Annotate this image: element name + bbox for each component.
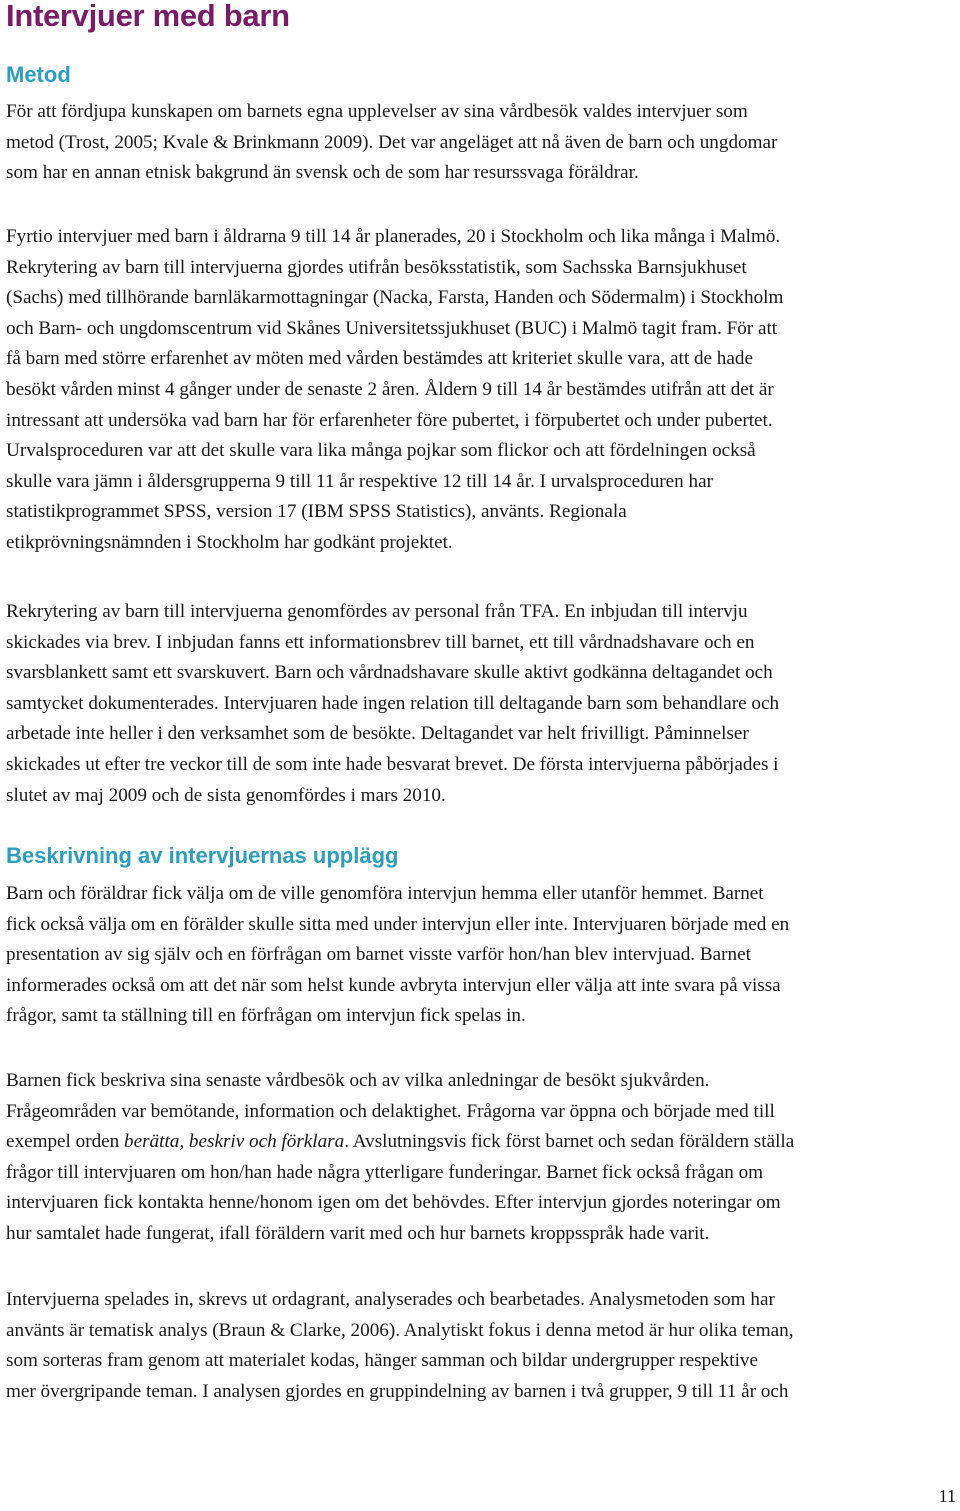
text-fragment: . Avslutningsvis fick först barnet och sedan föräldern ställa (344, 1131, 795, 1153)
text-line: mer övergripande teman. I analysen gjordes en gruppindelning av barnen i två grupper, 9 till 11 år och (6, 1380, 789, 1402)
text-line: Rekrytering av barn till intervjuerna genomfördes av personal från TFA. En inbjudan till intervju (6, 601, 748, 622)
text-line: intervjuaren fick kontakta henne/honom igen om det behövdes. Efter intervjun gjordes noteringar om (6, 1192, 781, 1214)
text-line: frågor till intervjuaren om hon/han hade några ytterligare funderingar. Barnet fick också frågan om (6, 1161, 764, 1183)
paragraph-beskrivning-questions (6, 1066, 954, 1250)
text-line: intressant att undersöka vad barn har för erfarenheter före pubertet, i förpubertet och under pubertet. (6, 409, 773, 431)
text-line: skickades via brev. I inbjudan fanns ett informationsbrev till barnet, ett till vårdnadshavare och en (6, 631, 755, 653)
text-line: informerades också om att det när som helst kunde avbryta intervjun eller välja att inte svara på vissa (6, 974, 781, 996)
text-line: samtycket dokumenterades. Intervjuaren hade ingen relation till deltagande barn som behandlare och (6, 692, 780, 714)
text-fragment: exempel orden (6, 1131, 125, 1153)
paragraph-metod-invitation (6, 597, 954, 811)
text-line: slutet av maj 2009 och de sista genomfördes i mars 2010. (6, 784, 446, 806)
paragraph-beskrivning-analysis (6, 1285, 954, 1407)
text-line: som har en annan etnisk bakgrund än svensk och de som har resurssvaga föräldrar. (6, 162, 639, 184)
text-line: besökt vården minst 4 gånger under de senaste 2 åren. Åldern 9 till 14 år bestämdes utifrån att det är (6, 378, 774, 400)
text-line: Fyrtio intervjuer med barn i åldrarna 9 till 14 år planerades, 20 i Stockholm och lika många i Malmö. (6, 226, 781, 247)
text-line (6, 1127, 952, 1158)
page-number: 11 (938, 1486, 956, 1506)
text-line: skickades ut efter tre veckor till de som inte hade besvarat brevet. De första intervjuerna påbörjades i (6, 753, 779, 775)
text-line: Rekrytering av barn till intervjuerna gjordes utifrån besöksstatistik, som Sachsska Barnsjukhuset (6, 256, 747, 278)
text-line: hur samtalet hade fungerat, ifall föräldern varit med och hur barnets kroppsspråk hade varit. (6, 1222, 710, 1244)
text-line: använts är tematisk analys (Braun & Clarke, 2006). Analytiskt fokus i denna metod är hur olika teman, (6, 1319, 794, 1341)
section-heading-beskrivning: Beskrivning av intervjuernas upplägg (6, 843, 399, 868)
text-line: Barn och föräldrar fick välja om de ville genomföra intervjun hemma eller utanför hemmet. Barnet (6, 883, 764, 904)
text-line: statistikprogrammet SPSS, version 17 (IBM SPSS Statistics), använts. Regionala (6, 501, 627, 523)
text-line: skulle vara jämn i åldersgrupperna 9 till 11 år respektive 12 till 14 år. I urvalsproceduren har (6, 470, 713, 492)
emphasis-words: berätta, beskriv och förklara (124, 1131, 345, 1153)
text-line: metod (Trost, 2005; Kvale & Brinkmann 2009). Det var angeläget att nå även de barn och ungdomar (6, 131, 778, 153)
text-line: Urvalsproceduren var att det skulle vara lika många pojkar som flickor och att fördelningen också (6, 440, 756, 462)
text-line: och Barn- och ungdomscentrum vid Skånes Universitetssjukhuset (BUC) i Malmö tagit fram. För att (6, 317, 778, 339)
text-line: För att fördjupa kunskapen om barnets egna upplevelser av sina vårdbesök valdes intervjuer som (6, 101, 748, 122)
text-line: som sorteras fram genom att materialet kodas, hänger samman och bildar undergrupper respektive (6, 1350, 758, 1372)
text-line: svarsblankett samt ett svarskuvert. Barn och vårdnadshavare skulle aktivt godkänna deltagandet och (6, 662, 773, 684)
text-line: Intervjuerna spelades in, skrevs ut ordagrant, analyserades och bearbetades. Analysmetoden som har (6, 1289, 775, 1310)
text-line: Barnen fick beskriva sina senaste vårdbesök och av vilka anledningar de besökt sjukvården. (6, 1070, 710, 1091)
paragraph-beskrivning-setting (6, 879, 954, 1032)
text-line: arbetade inte heller i den verksamhet som de besökte. Deltagandet var helt frivilligt. Påminnelser (6, 723, 749, 745)
text-line: få barn med större erfarenhet av möten med vården bestämdes att kriteriet skulle vara, att de hade (6, 348, 753, 370)
paragraph-metod-recruitment (6, 222, 954, 559)
text-line: presentation av sig själv och en förfrågan om barnet visste varför hon/han blev intervjuad. Barnet (6, 944, 751, 966)
text-line: frågor, samt ta ställning till en förfrågan om intervjun fick spelas in. (6, 1005, 526, 1027)
text-line: etikprövningsnämnden i Stockholm har godkänt projektet. (6, 531, 453, 553)
text-line: Frågeområden var bemötande, information och delaktighet. Frågorna var öppna och började med till (6, 1100, 775, 1122)
section-heading-metod: Metod (6, 62, 71, 87)
paragraph-metod-intro (6, 97, 954, 189)
page-title: Intervjuer med barn (6, 0, 290, 33)
text-line: (Sachs) med tillhörande barnläkarmottagningar (Nacka, Farsta, Handen och Södermalm) i Stockholm (6, 287, 784, 309)
text-line: fick också välja om en förälder skulle sitta med under intervjun eller inte. Intervjuaren började med en (6, 913, 790, 935)
